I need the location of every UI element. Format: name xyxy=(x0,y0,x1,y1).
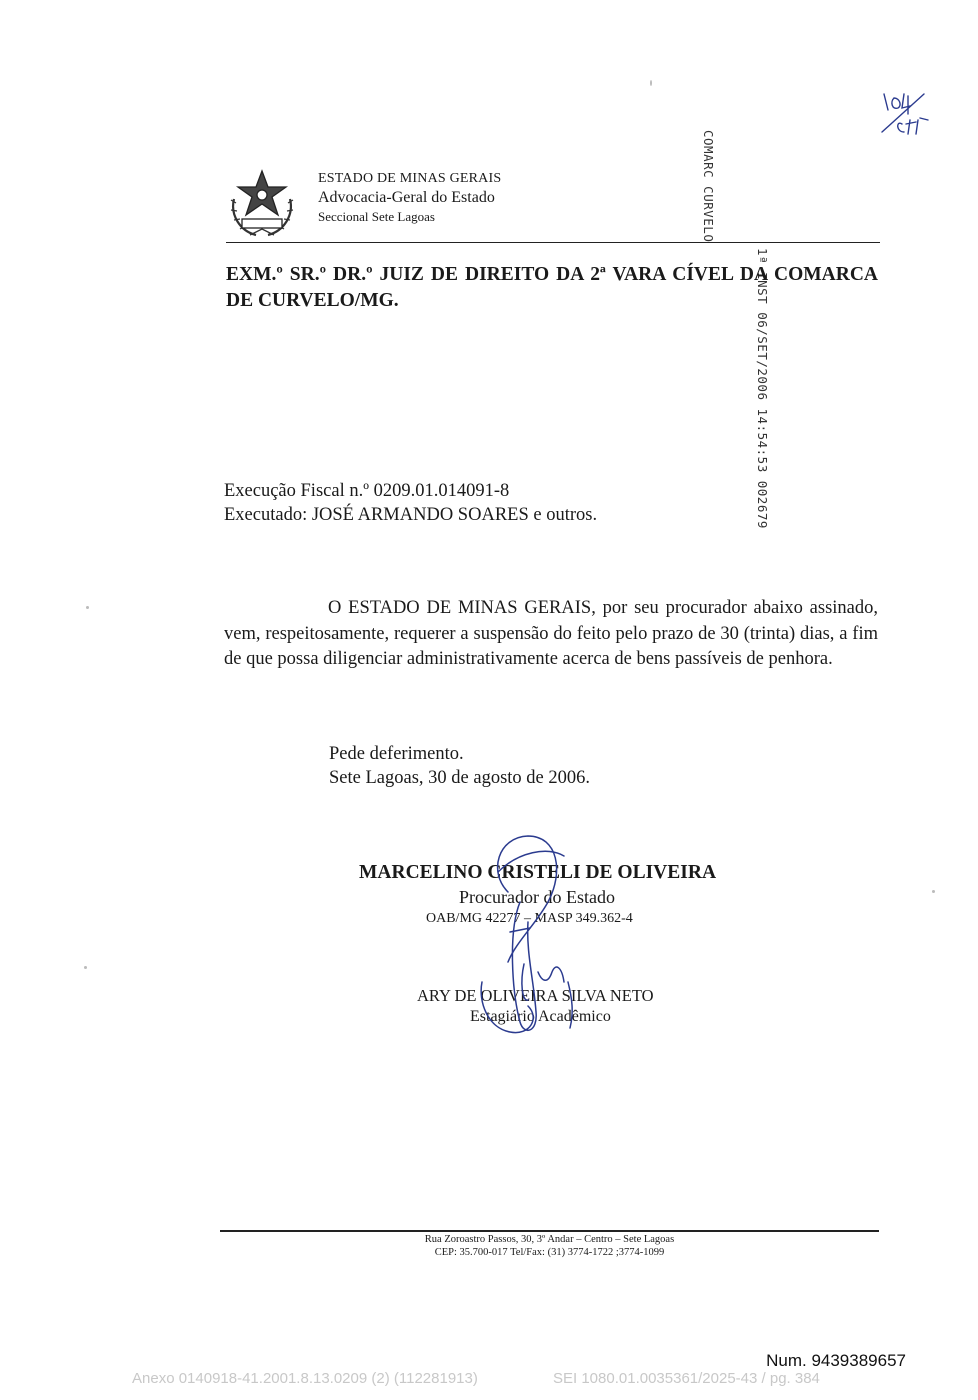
scan-speck xyxy=(932,890,935,893)
header-agency-name: Advocacia-Geral do Estado xyxy=(318,189,495,206)
coat-of-arms-icon xyxy=(226,163,298,241)
scan-speck xyxy=(86,606,89,609)
folio-handwritten-note xyxy=(876,84,936,140)
scan-speck xyxy=(650,80,652,86)
signatory-registration: OAB/MG 42277 – MASP 349.362-4 xyxy=(426,911,633,926)
protocol-stamp-date-text: 1ª INST 06/SET/2006 14:54:53 002679 xyxy=(755,248,770,529)
header-office-name: Seccional Sete Lagoas xyxy=(318,209,435,224)
header-state-name: ESTADO DE MINAS GERAIS xyxy=(318,171,502,186)
annex-reference: Anexo 0140918-41.2001.8.13.0209 (2) (112281913) xyxy=(132,1370,478,1387)
footer-divider xyxy=(220,1230,879,1232)
addressee: EXM.º SR.º DR.º JUIZ DE DIREITO DA 2ª VARA CÍVEL DA COMARCA DE CURVELO/MG. xyxy=(226,264,878,311)
protocol-stamp-comarca-text: COMARC CURVELO xyxy=(701,130,716,243)
document-number: Num. 9439389657 xyxy=(766,1351,906,1370)
footer-address: Rua Zoroastro Passos, 30, 3º Andar – Centro – Sete Lagoas xyxy=(424,1234,675,1245)
petition-body: O ESTADO DE MINAS GERAIS, por seu procurador abaixo assinado, vem, respeitosamente, requerer a suspensão do feito pelo prazo de 30 (trinta) dias, a fim de que possa diligenciar administrativamente acerca de bens passíveis de penhora. xyxy=(224,598,878,669)
case-number: Execução Fiscal n.º 0209.01.014091-8 xyxy=(224,481,510,501)
footer-contact: CEP: 35.700-017 Tel/Fax: (31) 3774-1722 ;3774-1099 xyxy=(434,1247,665,1258)
intern-name: ARY DE OLIVEIRA SILVA NETO xyxy=(417,986,654,1005)
handwritten-signature xyxy=(468,832,608,1042)
case-defendant: Executado: JOSÉ ARMANDO SOARES e outros. xyxy=(224,505,598,525)
closing-request: Pede deferimento. xyxy=(329,744,464,764)
signatory-name: MARCELINO CRISTELI DE OLIVEIRA xyxy=(359,862,717,883)
closing-place-date: Sete Lagoas, 30 de agosto de 2006. xyxy=(329,768,590,788)
sei-page-reference: SEI 1080.01.0035361/2025-43 / pg. 384 xyxy=(553,1370,820,1387)
scan-speck xyxy=(84,966,87,969)
protocol-stamp-comarca xyxy=(692,130,722,360)
signatory-role: Procurador do Estado xyxy=(459,887,615,907)
intern-role: Estagiário Acadêmico xyxy=(470,1008,611,1025)
header-divider xyxy=(226,242,880,243)
